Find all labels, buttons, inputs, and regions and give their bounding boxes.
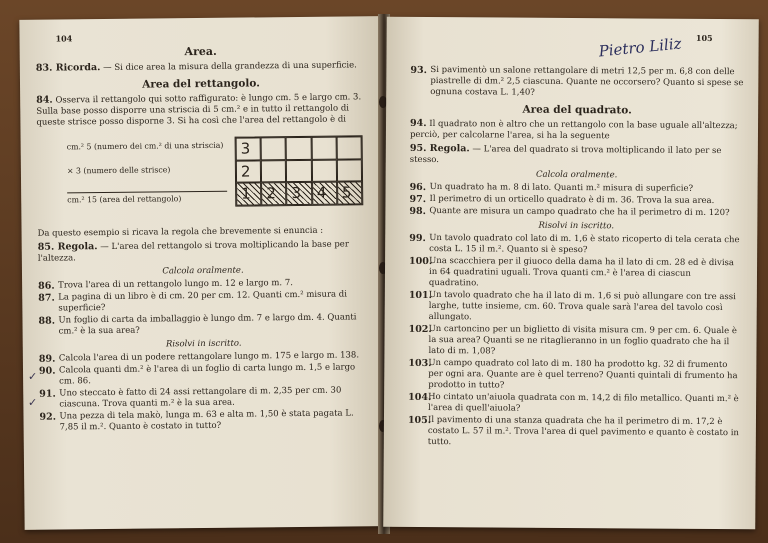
exercise-number: 104.: [408, 391, 432, 404]
exercise-item: [39, 408, 369, 433]
exercise-text: Il perimetro di un orticello quadrato è di m. 36. Trova la sua area.: [429, 194, 715, 206]
calc-row-1: cm.² 5 (numero dei cm.² di una striscia): [66, 140, 224, 152]
exercise-item: [409, 256, 743, 291]
grid-cell: 2: [261, 182, 286, 205]
exercise-item: [409, 206, 743, 219]
written-heading: Risolvi in iscritto.: [538, 220, 615, 232]
paragraph-94-label: 94.: [410, 117, 427, 129]
pencil-check-mark: ✓: [28, 370, 38, 383]
paragraph-84-label: 84.: [36, 94, 53, 106]
exercise-number: 100.: [409, 255, 433, 268]
rule-intro: Da questo esempio si ricava la regola che brevemente si enuncia :: [37, 225, 324, 239]
exercise-number: 102.: [408, 323, 432, 336]
exercise-text: Una pezza di tela makò, lunga m. 63 e alta m. 1,50 è stata pagata L. 7,85 il m.². Quanto è costato in tutto?: [59, 408, 354, 433]
paragraph-95-text: — L'area del quadrato si trova moltiplicando il lato per se stesso.: [409, 144, 722, 166]
exercise-number: 103.: [408, 357, 432, 370]
exercise-list-written: [408, 233, 743, 450]
heading-rettangolo: Area del rettangolo.: [142, 77, 260, 91]
grid-cell: [336, 136, 361, 159]
paragraph-85-label: 85. Regola.: [37, 241, 98, 253]
exercise-item: [408, 324, 742, 359]
exercise-text: Si pavimentò un salone rettangolare di metri 12,5 per m. 6,8 con delle piastrelle di dm.² 2,5 ciascuna. Quante ne occorsero? Quanto si spese se ognuna costava L. 1,40?: [430, 65, 744, 98]
section-title: Area.: [184, 44, 217, 59]
handwritten-signature: Pietro Liliz: [597, 34, 683, 61]
exercise-item: [409, 233, 743, 257]
exercise-text: Calcola l'area di un podere rettangolare lungo m. 175 e largo m. 138.: [58, 350, 360, 364]
grid-cell: [337, 159, 362, 182]
exercise-number: 92.: [39, 411, 57, 423]
exercise-text: Un quadrato ha m. 8 di lato. Quanti m.² misura di superficie?: [429, 182, 694, 194]
exercise-text: Un tavolo quadrato che ha il lato di m. 1,6 si può allungare con tre assi larghe, tutte insieme, cm. 60. Trova quale sarà l'area del tavolo così allungato.: [428, 290, 736, 323]
paragraph-83-text: — Si dice area la misura della grandezza di una superficie.: [100, 60, 357, 74]
exercise-item: [38, 312, 368, 337]
paragraph-94-text: Il quadrato non è altro che un rettangolo con la base uguale all'altezza; perciò, per calcolarne l'area, si ha la seguente: [409, 118, 738, 142]
exercise-text: Un cartoncino per un biglietto di visita misura cm. 9 per cm. 6. Quale è la sua area? Quanti se ne ritaglieranno in un foglio quadrato che ha il lato di m. 1,08?: [428, 324, 737, 357]
paragraph-83-label: 83. Ricorda.: [35, 62, 101, 74]
exercise-list-oral: [38, 277, 369, 337]
exercise-text: Trova l'area di un rettangolo lungo m. 12 e largo m. 7.: [58, 278, 293, 291]
written-heading: Risolvi in iscritto.: [165, 338, 242, 350]
exercise-number: 88.: [38, 315, 56, 327]
grid-cell: [286, 137, 311, 160]
paragraph-85: [38, 238, 368, 264]
grid-cell: 2: [236, 160, 261, 183]
exercise-text: Uno steccato è fatto di 24 assi rettangolare di m. 2,35 per cm. 30 ciascuna. Trova quanti m.² è la sua area.: [59, 385, 342, 410]
grid-cell: [261, 137, 286, 160]
exercise-item: [409, 194, 743, 207]
paragraph-83: [36, 59, 366, 74]
grid-cell: [261, 160, 286, 183]
calc-row-3: cm.² 15 (area del rettangolo): [67, 191, 227, 206]
grid-cell: [311, 159, 336, 182]
heading-quadrato: Area del quadrato.: [522, 103, 632, 117]
exercise-number: 99.: [409, 232, 426, 244]
exercise-number: 89.: [38, 353, 56, 365]
exercise-text: Quante are misura un campo quadrato che ha il perimetro di m. 120?: [429, 206, 730, 219]
calculation-block: [37, 129, 368, 224]
pencil-check-mark: ✓: [28, 396, 38, 409]
paragraph-84: [36, 91, 366, 128]
exercise-item: [408, 358, 742, 393]
calc-row-2: × 3 (numero delle strisce): [66, 165, 171, 176]
exercise-number: 93.: [410, 64, 427, 76]
exercise-text: Un tavolo quadrato col lato di m. 1,6 è stato ricoperto di tela cerata che costa L. 15 il m.². Quanto si è speso?: [429, 233, 740, 256]
exercise-number: 90.: [38, 365, 56, 377]
oral-heading: Calcola oralmente.: [535, 169, 618, 181]
exercise-text: Una scacchiera per il giuoco della dama ha il lato di cm. 28 ed è divisa in 64 quadratini uguali. Trova quanti cm.² è l'area di ciascun quadratino.: [428, 256, 735, 289]
paragraph-84-text: Osserva il rettangolo qui sotto raffigurato: è lungo cm. 5 e largo cm. 3. Sulla base posso disporre una striscia di 5 cm.² e in tutto il rettangolo di queste strisce posso disporne 3. Si ha così che l'area del rettangolo è di: [36, 92, 362, 128]
exercise-text: Un foglio di carta da imballaggio è lungo dm. 7 e largo dm. 4. Quanti cm.² è la sua area?: [58, 312, 357, 337]
grid-cell: 5: [337, 182, 362, 205]
exercise-item: [410, 182, 744, 195]
exercise-item: [408, 392, 742, 416]
exercise-item: [409, 290, 743, 325]
paragraph-94: [410, 118, 744, 143]
page-number: 105: [695, 32, 713, 43]
exercise-item: [38, 289, 368, 314]
grid-cell: [286, 160, 311, 183]
grid-cell: 3: [286, 182, 311, 205]
oral-heading: Calcola oralmente.: [162, 265, 244, 277]
exercise-number: 86.: [38, 280, 55, 292]
left-page: [19, 16, 384, 530]
paragraph-85-text: — L'area del rettangolo si trova moltiplicando la base per l'altezza.: [37, 239, 349, 264]
exercise-item: [39, 385, 369, 410]
exercise-number: 98.: [409, 205, 426, 217]
exercise-number: 87.: [38, 292, 55, 304]
exercise-number: 97.: [409, 193, 427, 205]
exercise-93: [410, 65, 744, 100]
exercise-text: Ho cintato un'aiuola quadrata con m. 14,2 di filo metallico. Quanti m.² è l'area di quell'aiuola?: [428, 392, 739, 414]
exercise-text: Il pavimento di una stanza quadrata che ha il perimetro di m. 17,2 è costato L. 57 il m.². Trova l'area di quel pavimento e quanto è costato in tutto.: [427, 415, 739, 448]
exercise-number: 105.: [407, 414, 432, 427]
right-page: [383, 17, 759, 530]
exercise-text: Calcola quanti dm.² è l'area di un foglio di carta lungo m. 1,5 e largo cm. 86.: [58, 362, 356, 387]
grid-cell: [311, 137, 336, 160]
paragraph-95-label: 95. Regola.: [409, 142, 470, 155]
page-number: 104: [55, 33, 73, 44]
exercise-text: Un campo quadrato col lato di m. 180 ha prodotto kg. 32 di frumento per ogni ara. Quante are è quel terreno? Quanti quintali di frumento ha prodotto in tutto?: [428, 358, 738, 391]
grid-cell: 4: [312, 182, 337, 205]
exercise-number: 101.: [408, 289, 433, 302]
exercise-number: 96.: [409, 181, 427, 193]
grid-cell: 1: [236, 183, 261, 206]
exercise-item: [39, 362, 369, 387]
rectangle-grid-figure: [235, 135, 364, 206]
exercise-text: La pagina di un libro è di cm. 20 per cm. 12. Quanti cm.² misura di superficie?: [58, 289, 347, 314]
grid-cell: 3: [236, 137, 261, 160]
exercise-number: 91.: [39, 388, 56, 400]
exercise-item: [408, 415, 742, 450]
paragraph-95: [410, 143, 744, 168]
exercise-list-oral: [409, 182, 743, 219]
exercise-list-written: [39, 350, 370, 433]
